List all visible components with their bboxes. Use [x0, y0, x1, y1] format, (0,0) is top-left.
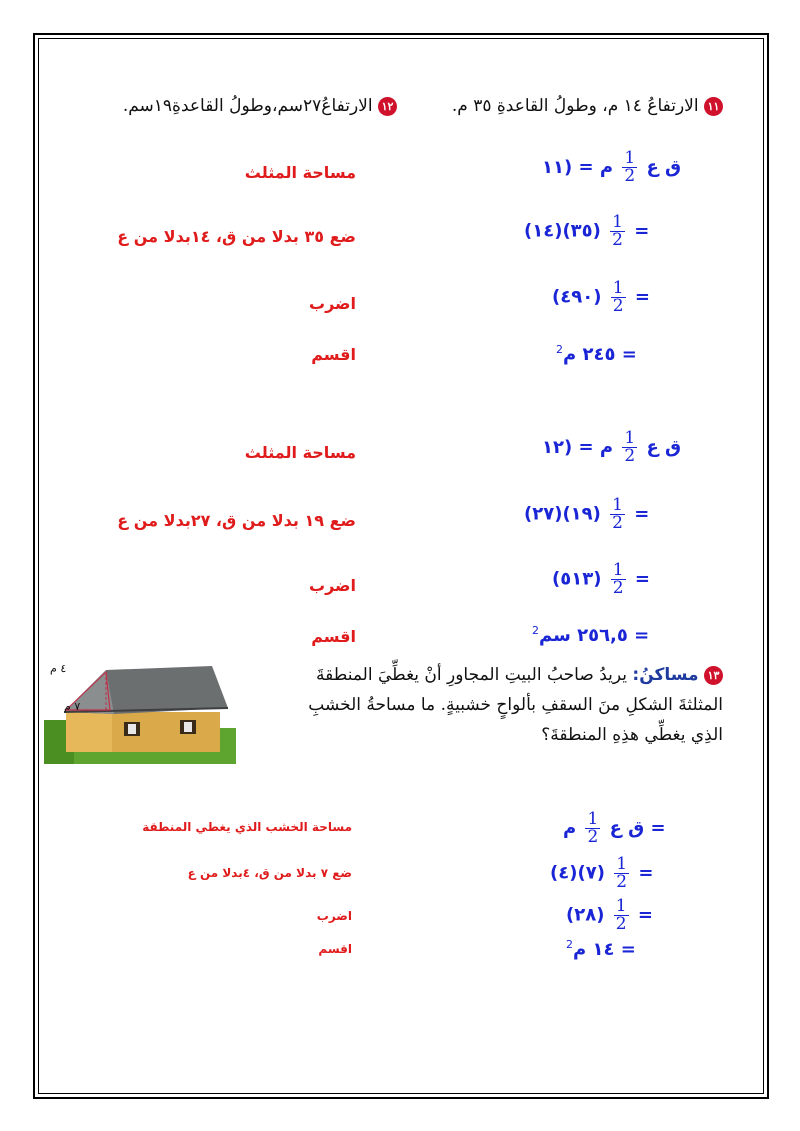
problem-13-line-1: ١٣ مساكنُ: يريدُ صاحبُ البيتِ المجاورِ أنْ يغطِّيَ المنطقةَ — [163, 660, 723, 690]
sol11-result: $^2$٢٤٥ م = — [556, 343, 637, 365]
sol11-note-4: اقسم — [311, 345, 356, 364]
sol13-step2: (٤)(٧) $\frac{1}{2}$ = — [550, 854, 654, 892]
sol12-step3: (٥١٣) $\frac{1}{2}$ = — [552, 560, 650, 598]
problem-11-text: الارتفاعُ ١٤ م، وطولُ القاعدةِ ٣٥ م. — [451, 96, 699, 116]
fraction-half: $\frac{1}{2}$ — [624, 148, 636, 186]
sol13-note-1: مساحة الخشب الذي يغطي المنطقة — [142, 820, 352, 834]
sol12-note-3: اضرب — [309, 576, 356, 595]
problem-13-badge: ١٣ — [704, 666, 723, 685]
sol12-note-2: ضع ١٩ بدلا من ق، ٢٧بدلا من ع — [117, 511, 356, 530]
sol12-result: $^2$٢٥٦,٥ سم = — [532, 624, 650, 646]
problem-13-line-3: الذِي يغطِّي هذِهِ المنطقةَ؟ — [541, 725, 723, 745]
formula-rhs: ق ع — [646, 156, 682, 178]
sol13-note-3: اضرب — [316, 909, 352, 923]
house-label-height: ٤ م — [50, 662, 67, 675]
problem-12-badge: ١٢ — [378, 97, 397, 116]
house-illustration — [44, 660, 236, 764]
sol12-formula: ق ع $\frac{1}{2}$ م = (١٢ — [542, 428, 682, 466]
sol11-label: (١١ — [542, 156, 573, 178]
sol11-note-3: اضرب — [309, 294, 356, 313]
sol11-note-2: ضع ٣٥ بدلا من ق، ١٤بدلا من ع — [117, 227, 356, 246]
page-border-inner — [38, 38, 764, 1094]
problem-12-text: الارتفاعُ٢٧سم،وطولُ القاعدةِ١٩سم. — [122, 96, 373, 116]
problem-13-title: مساكنُ: — [632, 665, 699, 685]
sol12-step2: (٢٧)(١٩) $\frac{1}{2}$ = — [524, 495, 650, 533]
formula-lhs: م = — [578, 156, 614, 178]
problem-11-badge: ١١ — [704, 97, 723, 116]
problem-12 — [123, 96, 397, 116]
sol13-note-2: ضع ٧ بدلا من ق، ٤بدلا من ع — [187, 866, 352, 880]
sol11-formula — [528, 150, 681, 185]
problem-13-line-2: المثلثةَ الشكلِ منَ السقفِ بألواحٍ خشبيةٍ. ما مساحةُ الخشبِ — [308, 695, 723, 715]
sol13-step3: (٢٨) $\frac{1}{2}$ = — [566, 896, 653, 934]
sol11-note-1: مساحة المثلث — [244, 163, 356, 182]
sol13-formula: ق ع $\frac{1}{2}$ م = — [563, 809, 666, 847]
house-label-base: ٧ م — [64, 700, 81, 713]
problem-11 — [452, 96, 723, 116]
sol12-note-1: مساحة المثلث — [244, 443, 356, 462]
sol13-note-4: اقسم — [318, 942, 352, 956]
sol12-note-4: اقسم — [311, 627, 356, 646]
sol11-step2: (١٤)(٣٥) $\frac{1}{2}$ = — [524, 212, 650, 250]
sol11-step3: (٤٩٠) $\frac{1}{2}$ = — [552, 278, 650, 316]
sol13-result: $^2$١٤ م = — [566, 938, 636, 960]
problem-13 — [163, 660, 723, 750]
